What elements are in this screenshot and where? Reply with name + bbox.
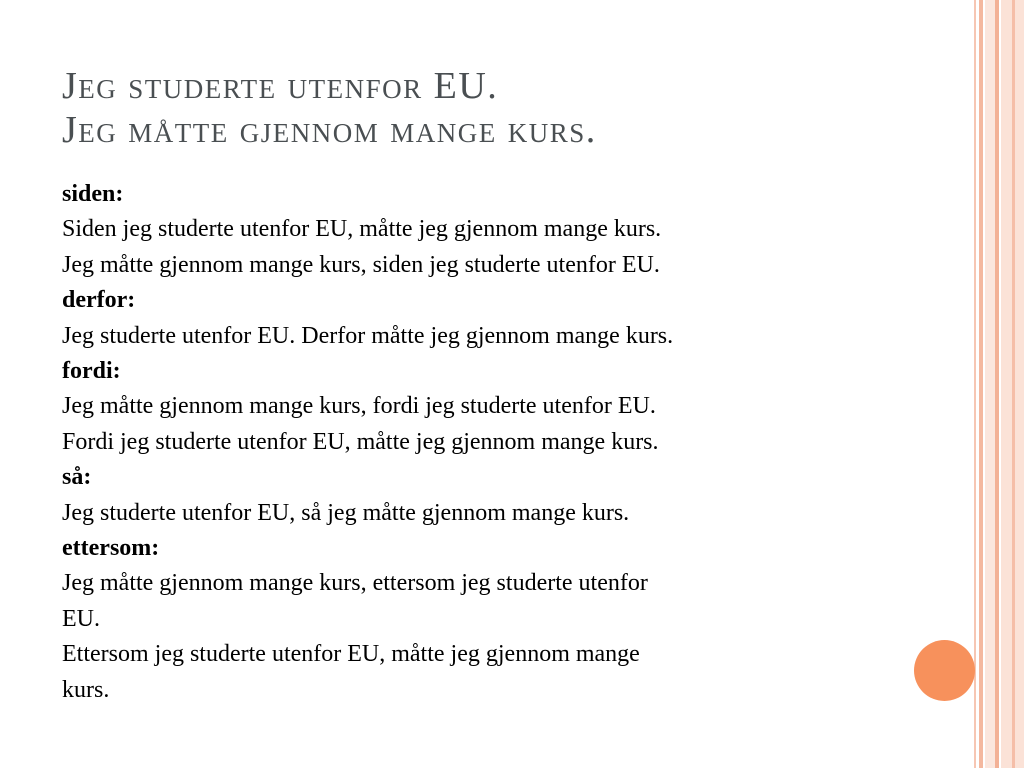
- body-line: Jeg måtte gjennom mange kurs, fordi jeg studerte utenfor EU.: [62, 393, 656, 420]
- decorative-stripe: [995, 0, 999, 768]
- section-heading-ettersom: ettersom:: [62, 535, 160, 562]
- section-heading-sa: så:: [62, 464, 92, 491]
- decorative-stripe: [1012, 0, 1015, 768]
- slide-body: [62, 177, 922, 708]
- title-line-2: Jeg måtte gjennom mange kurs.: [62, 109, 597, 151]
- title-line-1: Jeg studerte utenfor EU.: [62, 65, 499, 107]
- decorative-stripe: [979, 0, 983, 768]
- section-heading-fordi: fordi:: [62, 358, 121, 385]
- decorative-stripe: [985, 0, 995, 768]
- body-line: Jeg måtte gjennom mange kurs, siden jeg studerte utenfor EU.: [62, 251, 660, 278]
- slide-title: [62, 64, 942, 152]
- body-line: Jeg studerte utenfor EU, så jeg måtte gjennom mange kurs.: [62, 499, 630, 526]
- body-line: Jeg studerte utenfor EU. Derfor måtte jeg gjennom mange kurs.: [62, 322, 674, 349]
- section-heading-siden: siden:: [62, 181, 124, 207]
- body-line: kurs.: [62, 676, 110, 703]
- section-heading-derfor: derfor:: [62, 287, 136, 314]
- body-line: Jeg måtte gjennom mange kurs, ettersom jeg studerte utenfor: [62, 570, 648, 597]
- body-line: EU.: [62, 605, 100, 632]
- body-line: Fordi jeg studerte utenfor EU, måtte jeg gjennom mange kurs.: [62, 428, 659, 455]
- body-line: Siden jeg studerte utenfor EU, måtte jeg gjennom mange kurs.: [62, 216, 662, 243]
- body-line: Ettersom jeg studerte utenfor EU, måtte jeg gjennom mange: [62, 641, 640, 668]
- decorative-stripe: [974, 0, 976, 768]
- decorative-circle: [914, 640, 975, 701]
